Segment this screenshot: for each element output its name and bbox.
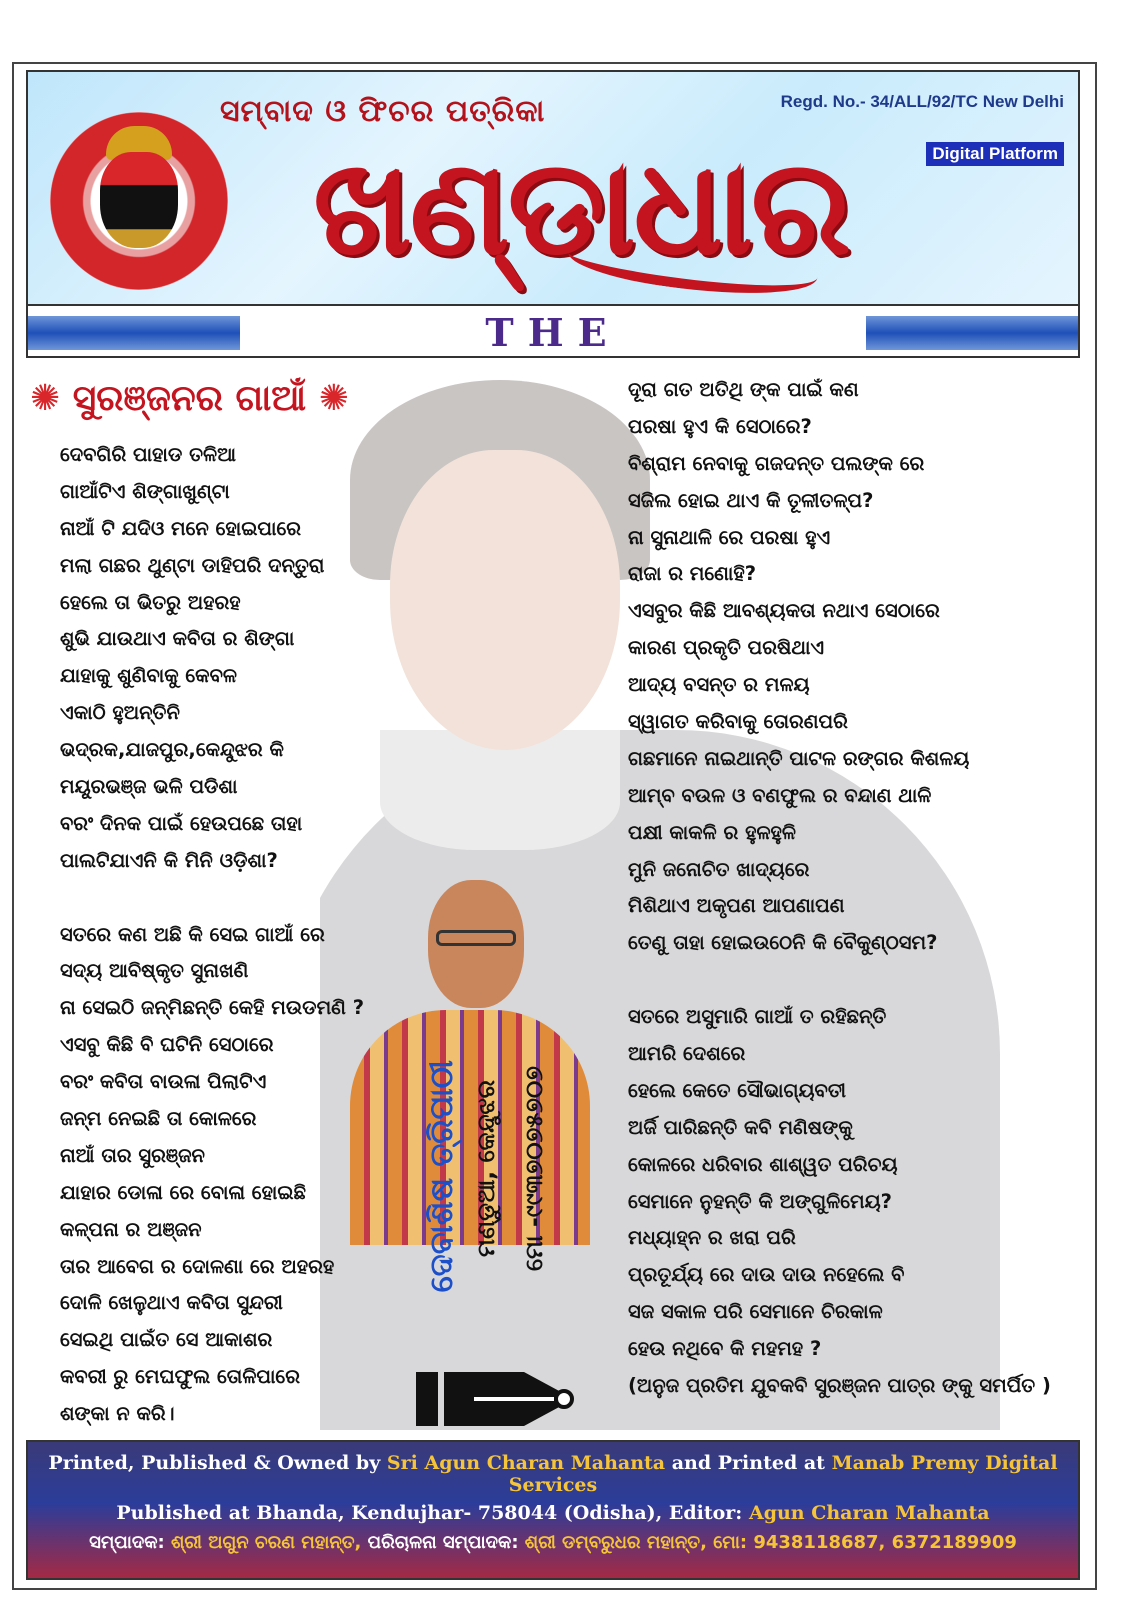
poem-line: କାରଣ ପ୍ରକୃତି ପରଷିଥାଏ xyxy=(628,636,825,660)
poem-line: ମଲା ଗଛର ଥୁଣ୍ଟା ଡାହିପରି ଦନ୍ତୁରା xyxy=(60,553,325,577)
poem-line: ମୁନି ଜନୋଚିତ ଖାଦ୍ୟରେ xyxy=(628,857,810,881)
glasses-icon xyxy=(436,930,516,946)
poem-line: ଆମ୍ବ ବଉଳ ଓ ବଣଫୁଲ ର ବନ୍ଦାଣ ଥାଳି xyxy=(628,783,932,807)
poem-line: ସଜ ସକାଳ ପରି ସେମାନେ ଚିରକାଳ xyxy=(628,1300,883,1324)
poem-line: ନା ସୁନାଥାଳି ରେ ପରଷା ହୁଏ xyxy=(628,525,831,549)
poem-line: ଏକାଠି ହୁଅନ୍ତିନି xyxy=(60,701,180,725)
footer-line-3 xyxy=(28,1532,1078,1553)
owner-name: Sri Agun Charan Mahanta xyxy=(386,1452,666,1474)
poem-line: ସତରେ ଅସୁମାରି ଗାଆଁ ତ ରହିଛନ୍ତି xyxy=(628,1005,887,1029)
poem-line: ସ୍ୱାଗତ କରିବାକୁ ତୋରଣପରି xyxy=(628,710,848,734)
poem-line: କୋଳରେ ଧରିବାର ଶାଶ୍ୱତ ପରିଚୟ xyxy=(628,1152,898,1176)
deity-emblem-icon xyxy=(50,112,228,290)
poem-line: ହେଲେ କେତେ ସୌଭାଗ୍ୟବତୀ xyxy=(628,1078,847,1102)
footer-text: and Printed at xyxy=(671,1452,825,1474)
poem-line: ସତରେ କଣ ଅଛି କି ସେଇ ଗାଆଁ ରେ xyxy=(60,922,325,946)
managing-editor-name: ଶ୍ରୀ ଡମ୍ବରୁଧର ମହାନ୍ତ, xyxy=(524,1532,707,1553)
poem-line: କବରୀ ରୁ ମେଘଫୁଲ ତୋଳିପାରେ xyxy=(60,1365,300,1389)
brand-logo-text: ଖଣ୍ଡାଧାର xyxy=(313,130,849,285)
english-name: THE xyxy=(485,310,621,355)
poem-line: ନାଆଁ ତାର ସୁରଞ୍ଜନ xyxy=(60,1143,205,1167)
author-place: ମଣ୍ଡୁଆ, କେନ୍ଦୁଝର xyxy=(472,1080,500,1257)
contact-phone: ମୋ: 9438118687, 6372189909 xyxy=(713,1532,1017,1553)
poem-line: ପ୍ରତୂର୍ଯ୍ୟ ରେ ଦାଉ ଦାଉ ନହେଲେ ବି xyxy=(628,1263,905,1287)
poem-line: ଭଦ୍ରକ,ଯାଜପୁର,କେନ୍ଦୁଝର କି xyxy=(60,738,284,762)
footer-text: Printed, Published & Owned by xyxy=(48,1452,381,1474)
poem-line: ସେଇଥି ପାଇଁତ ସେ ଆକାଶର xyxy=(60,1328,273,1352)
printer-name: Manab Premy Digital Services xyxy=(508,1452,1058,1496)
poem-line: ପକ୍ଷୀ କାକଳି ର ହୁଳହୁଳି xyxy=(628,820,796,844)
masthead-tagline: ସମ୍ବାଦ ଓ ଫିଚର ପତ୍ରିକା xyxy=(220,94,546,129)
poem-line: ନାଆଁ ଟି ଯଦିଓ ମନେ ହୋଇପାରେ xyxy=(60,516,302,540)
poem-line: ବରଂ କବିତା ବାଉଳା ପିଲାଟିଏ xyxy=(60,1070,267,1094)
poem-line: ଦୂରା ଗତ ଅତିଥି ଙ୍କ ପାଇଁ କଣ xyxy=(628,378,859,401)
poem-line: ଏସବୁ କିଛି ବି ଘଟିନି ସେଠାରେ xyxy=(60,1033,274,1057)
poem-line: ଏସବୁର କିଛି ଆବଶ୍ୟକତା ନଥାଏ ସେଠାରେ xyxy=(628,599,940,623)
poem-line: ଗାଆଁଟିଏ ଶିଙ୍ଗାଖୁଣ୍ଟା xyxy=(60,479,230,503)
deity-face-shape xyxy=(100,152,178,248)
poem-line: କଳ୍ପନା ର ଅଞ୍ଜନ xyxy=(60,1217,202,1241)
author-name: ଦେବାଶିଷ ତ୍ରିପାଠୀ xyxy=(422,1060,460,1293)
poem-line: ପରଷା ହୁଏ କି ସେଠାରେ? xyxy=(628,414,812,438)
poem-line: ଦେବଗିରି ପାହାଡ ତଳିଆ xyxy=(60,443,236,466)
poem-line: ଯାହାକୁ ଶୁଣିବାକୁ କେବଳ xyxy=(60,664,237,688)
registration-number: Regd. No.- 34/ALL/92/TC New Delhi xyxy=(780,92,1064,111)
poem-line: ଶୁଭି ଯାଉଥାଏ କବିତା ର ଶିଙ୍ଗା xyxy=(60,627,295,651)
poem-line: ମୟୂରଭଞ୍ଜ ଭଳି ପଡିଶା xyxy=(60,775,238,799)
bar-left-stripe xyxy=(28,316,240,350)
footer-text: ପରିଚାଳନା ସମ୍ପାଦକ: xyxy=(367,1532,519,1553)
poem-line: ମଧ୍ୟାହ୍ନ ର ଖରା ପରି xyxy=(628,1226,796,1250)
poem-line: ଦୋଳି ଖେଳୁଥାଏ କବିତା ସୁନ୍ଦରୀ xyxy=(60,1291,283,1315)
masthead xyxy=(26,70,1080,358)
poem-line: ଯାହାର ଡୋଳା ରେ ବୋଳା ହୋଇଛି xyxy=(60,1180,306,1204)
digital-platform-badge: Digital Platform xyxy=(926,142,1064,166)
english-name-bar xyxy=(28,304,1078,358)
poem-line: ତାର ଆବେଗ ର ଦୋଳଣା ରେ ଅହରହ xyxy=(60,1254,335,1278)
author-shirt xyxy=(350,1010,590,1245)
poem-line: ରାଜା ର ମଣୋହି? xyxy=(628,562,757,586)
poem-line: ଶଙ୍କା ନ କରି। xyxy=(60,1402,175,1426)
bar-right-stripe xyxy=(866,316,1078,350)
poem-line: ନା ସେଇଠି ଜନ୍ମିଛନ୍ତି କେହି ମଉଡମଣି ? xyxy=(60,996,365,1020)
poem-line: ବିଶ୍ରାମ ନେବାକୁ ଗଜଦନ୍ତ ପଲଙ୍କ ରେ xyxy=(628,451,925,475)
editor-name: Agun Charan Mahanta xyxy=(748,1502,990,1524)
poem-line: ପାଲଟିଯାଏନି କି ମିନି ଓଡ଼ିଶା? xyxy=(60,848,278,872)
author-phone: ମୋ -୯୯୩୭୦୭୫୭୦୭ xyxy=(520,1066,548,1271)
editor-odia-name: ଶ୍ରୀ ଅଗୁନ ଚରଣ ମହାନ୍ତ, xyxy=(171,1532,362,1553)
photo-head xyxy=(390,450,620,750)
poem-line: ଗଛମାନେ ନାଇଥାନ୍ତି ପାଟଳ ରଙ୍ଗର କିଶଳୟ xyxy=(628,746,970,770)
poem-line: ମିଶିଥାଏ ଅକୃପଣ ଆପଣାପଣ xyxy=(628,894,845,918)
poem-column-1 xyxy=(60,437,364,1433)
footer-text: Published at Bhanda, Kendujhar- 758044 (Odisha), Editor: xyxy=(116,1502,743,1524)
author-photo xyxy=(340,860,600,1245)
poem-line: ହେଲେ ତା ଭିତରୁ ଅହରହ xyxy=(60,590,241,614)
poem-line: ବରଂ ଦିନକ ପାଇଁ ହେଉପଛେ ତାହା xyxy=(60,811,303,835)
sun-ornament-icon: ✺ xyxy=(318,378,349,419)
poem-title xyxy=(30,378,349,420)
footer-line-1 xyxy=(28,1452,1078,1496)
poem-line: ଆଦ୍ୟ ବସନ୍ତ ର ମଳୟ xyxy=(628,673,810,697)
poem-line: (ଅନୁଜ ପ୍ରତିମ ଯୁବକବି ସୁରଞ୍ଜନ ପାତ୍ର ଙ୍କୁ ସମର୍ପିତ ) xyxy=(628,1374,1051,1398)
poem-line: ଅର୍ଜି ପାରିଛନ୍ତି କବି ମଣିଷଙ୍କୁ xyxy=(628,1115,853,1139)
footer-text: ସମ୍ପାଦକ: xyxy=(89,1532,165,1553)
stanza-break xyxy=(60,880,364,917)
fountain-pen-icon xyxy=(414,1366,584,1432)
poem-column-2 xyxy=(628,372,1051,1405)
poem-line: ତେଣୁ ତାହା ହୋଇଉଠେନି କି ବୈକୁଣ୍ଠସମ? xyxy=(628,931,938,955)
poem-line: ସଦ୍ୟ ଆବିଷ୍କୃତ ସୁନାଖଣି xyxy=(60,959,249,983)
sun-ornament-icon: ✺ xyxy=(30,378,61,419)
poem-title-text: ସୁରଞ୍ଜନର ଗାଆଁ xyxy=(72,378,307,419)
poem-line: ଆମରି ଦେଶରେ xyxy=(628,1042,746,1066)
poem-line: ସେମାନେ ନୁହନ୍ତି କି ଅଙ୍ଗୁଳିମେୟ? xyxy=(628,1189,892,1213)
footer-line-2 xyxy=(28,1502,1078,1524)
poem-line: ହେଉ ନଥିବେ କି ମହମହ ? xyxy=(628,1337,822,1361)
footer-imprint xyxy=(26,1440,1080,1580)
stanza-break xyxy=(628,962,1051,999)
poem-line: ଜନ୍ମ ନେଇଛି ତା କୋଳରେ xyxy=(60,1107,257,1131)
poem-line: ସଜିଲ ହୋଇ ଥାଏ କି ତୂଳୀତଳ୍ପ? xyxy=(628,488,874,512)
